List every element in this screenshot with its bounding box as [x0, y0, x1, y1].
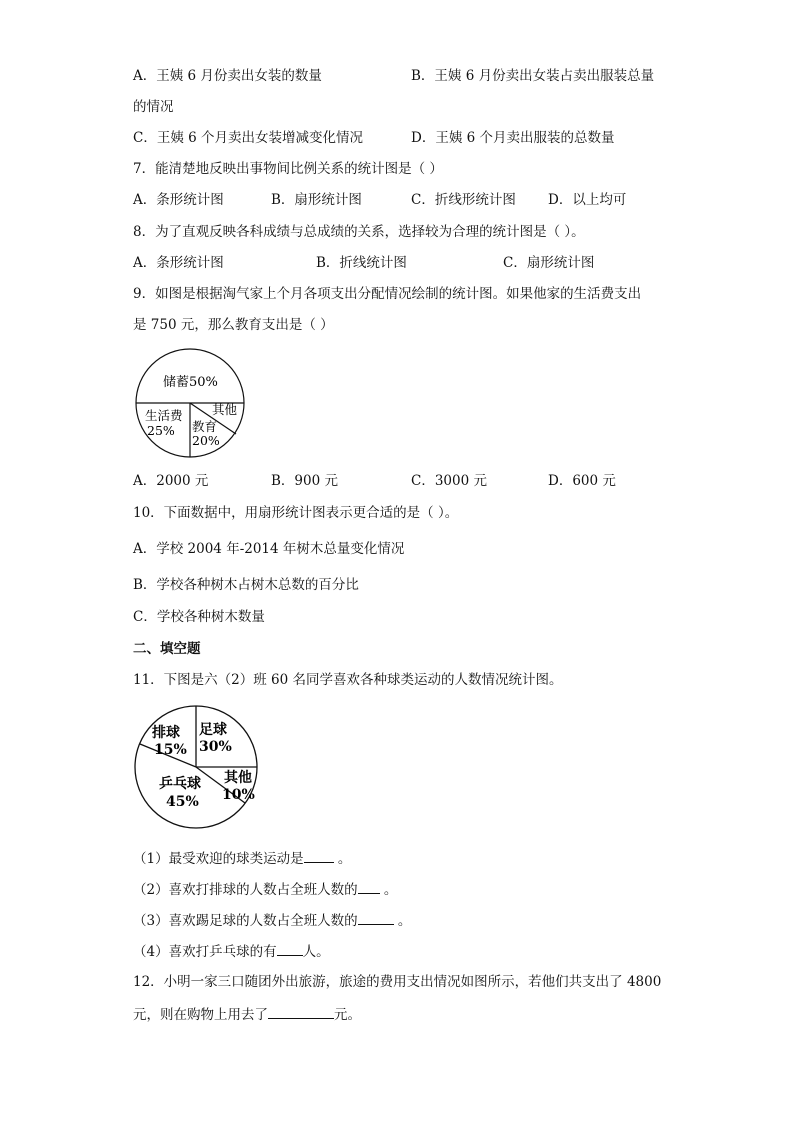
q11-label-pingpong-pct: 45% — [166, 794, 199, 810]
q6-option-b: B．王姨 6 月份卖出女装占卖出服装总量 — [411, 68, 655, 84]
q11-label-pingpong-name: 乒乓球 — [159, 776, 201, 792]
q8-option-c: C．扇形统计图 — [503, 255, 595, 271]
q9-label-savings: 储蓄50% — [163, 375, 218, 390]
q9-pie-chart — [133, 345, 249, 461]
q7-stem: 7．能清楚地反映出事物间比例关系的统计图是（ ） — [133, 161, 443, 177]
q12-stem-text: 元，则在购物上用去了 — [133, 1007, 268, 1023]
q11-sub2-text: （2）喜欢打排球的人数占全班人数的 — [133, 882, 358, 898]
q12-stem-line1: 12．小明一家三口随团外出旅游，旅途的费用支出情况如图所示，若他们共支出了 4800 — [133, 974, 662, 990]
q9-label-edu-name: 教育 — [192, 419, 218, 434]
q12-stem-end: 元。 — [334, 1007, 361, 1023]
q7-option-b: B．扇形统计图 — [271, 192, 362, 208]
q12-blank[interactable] — [268, 1004, 334, 1019]
q9-option-b: B．900 元 — [271, 473, 338, 489]
q11-sub3-text: （3）喜欢踢足球的人数占全班人数的 — [133, 913, 358, 929]
q11-sub4-text: （4）喜欢打乒乓球的有 — [133, 944, 277, 960]
q11-label-other-name: 其他 — [224, 770, 252, 786]
q6-option-a: A．王姨 6 月份卖出女装的数量 — [133, 68, 322, 84]
q9-label-living-name: 生活费 — [145, 408, 183, 423]
q11-label-football-name: 足球 — [199, 722, 227, 738]
q7-option-a: A．条形统计图 — [133, 192, 224, 208]
q10-stem: 10．下面数据中，用扇形统计图表示更合适的是（ ）。 — [133, 505, 459, 521]
q7-option-d: D．以上均可 — [548, 192, 627, 208]
q11-sub3 — [133, 910, 411, 930]
q11-sub3-end: 。 — [393, 913, 412, 929]
q7-option-c: C．折线形统计图 — [411, 192, 516, 208]
q11-label-other-pct: 10% — [222, 787, 255, 803]
q11-stem: 11．下图是六（2）班 60 名同学喜欢各种球类运动的人数情况统计图。 — [133, 672, 563, 688]
q6-option-c: C．王姨 6 个月卖出女装增减变化情况 — [133, 130, 364, 146]
q9-stem-line2: 是 750 元，那么教育支出是（ ） — [133, 317, 334, 333]
q6-option-d: D．王姨 6 个月卖出服装的总数量 — [411, 130, 615, 146]
q12-stem-line2 — [133, 1004, 361, 1024]
q11-sub3-blank[interactable] — [358, 910, 394, 925]
q10-option-c: C．学校各种树木数量 — [133, 609, 265, 625]
q11-sub4 — [133, 941, 330, 961]
q6-option-b-continued: 的情况 — [133, 99, 174, 115]
q9-option-c: C．3000 元 — [411, 473, 487, 489]
q9-label-other-name: 其他 — [212, 402, 238, 417]
q11-label-football-pct: 30% — [199, 739, 232, 755]
q11-sub1-blank[interactable] — [304, 848, 334, 863]
q11-label-volleyball-name: 排球 — [152, 725, 180, 741]
q9-label-living-pct: 25% — [147, 423, 175, 438]
q9-stem-line1: 9．如图是根据淘气家上个月各项支出分配情况绘制的统计图。如果他家的生活费支出 — [133, 286, 642, 302]
q9-label-edu-pct: 20% — [192, 433, 220, 448]
q11-pie-chart — [133, 703, 263, 833]
q11-sub1-end: 。 — [333, 851, 352, 867]
q8-stem: 8．为了直观反映各科成绩与总成绩的关系，选择较为合理的统计图是（ ）。 — [133, 224, 585, 240]
q11-sub2-end: 。 — [379, 882, 398, 898]
q9-option-a: A．2000 元 — [133, 473, 209, 489]
q8-option-b: B．折线统计图 — [316, 255, 407, 271]
q11-sub2 — [133, 879, 397, 899]
q8-option-a: A．条形统计图 — [133, 255, 224, 271]
q11-sub1 — [133, 848, 351, 868]
q10-option-a: A．学校 2004 年-2014 年树木总量变化情况 — [133, 541, 405, 557]
q9-option-d: D．600 元 — [548, 473, 616, 489]
section-title-fill-in: 二、填空题 — [133, 641, 201, 657]
q11-sub4-end: 人。 — [302, 944, 330, 960]
q11-sub4-blank[interactable] — [277, 941, 303, 956]
q11-label-volleyball-pct: 15% — [154, 742, 187, 758]
q11-sub1-text: （1）最受欢迎的球类运动是 — [133, 851, 304, 867]
q10-option-b: B．学校各种树木占树木总数的百分比 — [133, 577, 359, 593]
q11-sub2-blank[interactable] — [358, 879, 380, 894]
